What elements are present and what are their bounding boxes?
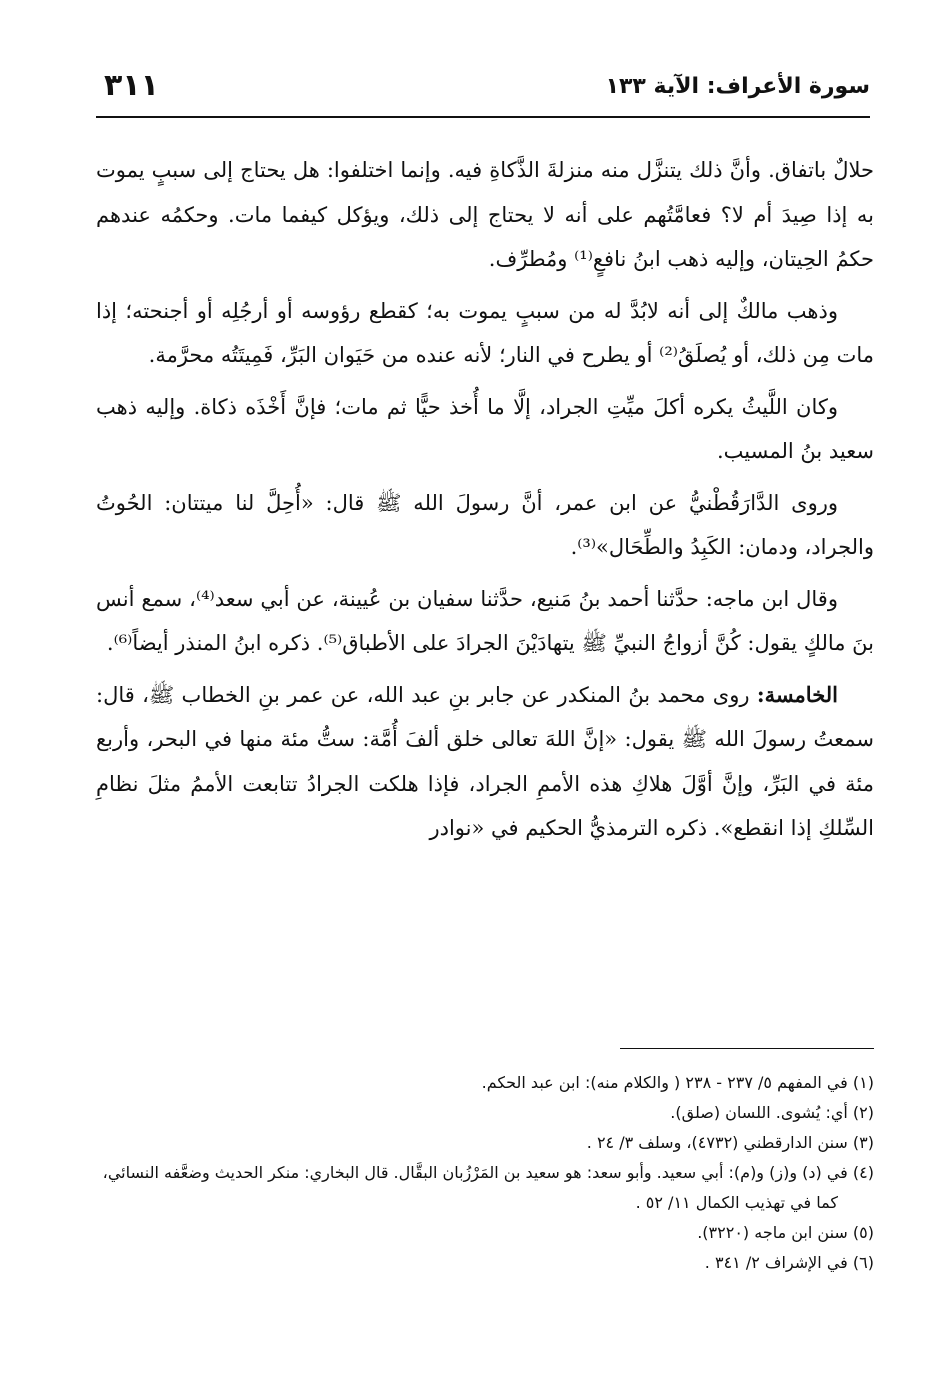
footnote: (٤) في (د) و(ز) و(م): أبي سعيد. وأبو سعد: هو سعيد بن المَرْزُبان البقَّال. قال البخاري: منكر الحديث وضعَّفه النسائي، كما في تهذيب الكمال ١١/ ٥٢ . xyxy=(102,1163,874,1212)
section-keyword: الخامسة: xyxy=(756,681,838,707)
page-number: ٣١١ xyxy=(104,68,159,103)
footnote: (٢) أي: يُشوى. اللسان (صلق). xyxy=(670,1103,874,1122)
paragraph: وذهب مالكٌ إلى أنه لابُدَّ له من سببٍ يموت به؛ كقطع رؤوسه أو أرجُلِه أو أجنحته؛ إذا مات مِن ذلك، أو يُصلَقُ⁽²⁾ أو يطرح في النار؛ لأنه عنده من حَيَوان البَرِّ، فَمِيتَتُه محرَّمة. xyxy=(96,298,874,367)
header-divider xyxy=(96,116,870,118)
paragraph-fifth xyxy=(96,673,874,851)
paragraph: وقال ابن ماجه: حدَّثنا أحمد بنُ مَنيع، حدَّثنا سفيان بن عُيينة، عن أبي سعد⁽⁴⁾، سمع أنس بنَ مالكٍ يقول: كُنَّ أزواجُ النبيِّ ﷺ يتهادَيْنَ الجرادَ على الأطباق⁽⁵⁾. ذكره ابنُ المنذر أيضاً⁽⁶⁾. xyxy=(96,586,874,655)
footnote: (٦) في الإشراف ٢/ ٣٤١ . xyxy=(704,1253,874,1272)
footnote: (٣) سنن الدارقطني (٤٧٣٢)، وسلف ٣/ ٢٤ . xyxy=(586,1133,874,1152)
footnote: (١) في المفهم ٥/ ٢٣٧ - ٢٣٨ ( والكلام منه): ابن عبد الحكم. xyxy=(481,1073,874,1092)
footnote-divider xyxy=(620,1048,874,1049)
running-title: سورة الأعراف: الآية ١٣٣ xyxy=(605,74,870,99)
paragraph: حلالٌ باتفاق. وأنَّ ذلك يتنزَّل منه منزلةَ الذَّكاةِ فيه. وإنما اختلفوا: هل يحتاج إلى سببٍ يموت به إذا صِيدَ أم لا؟ فعامَّتُهم على أنه لا يحتاج إلى ذلك، ويؤكل كيفما مات. وحكمُه عندهم حكمُ الحِيتان، وإليه ذهب ابنُ نافعٍ⁽¹⁾ ومُطرِّف. xyxy=(96,158,874,271)
paragraph-text: روى محمد بنُ المنكدر عن جابر بنِ عبد الله، عن عمر بنِ الخطاب ﷺ، قال: سمعتُ رسولَ الله ﷺ يقول: «إنَّ اللهَ تعالى خلق ألفَ أُمَّة: ستُّ مئة منها في البحر، وأربع مئة في البَرِّ، وإنَّ أوَّلَ هلاكِ هذه الأممِ الجراد، فإذا هلكت الجرادُ تتابعت الأممُ مثلَ نظامِ السِّلكِ إذا انقطع». ذكره الترمذيُّ الحكيم في «نوادر xyxy=(96,682,874,840)
footnotes xyxy=(96,1068,874,1278)
footnote: (٥) سنن ابن ماجه (٣٢٢٠). xyxy=(697,1223,874,1242)
paragraph: وكان اللَّيثُ يكره أكلَ ميِّتِ الجراد، إلَّا ما أُخذ حيًّا ثم مات؛ فإنَّ أَخْذَه ذكاة. وإليه ذهب سعيد بنُ المسيب. xyxy=(96,394,874,463)
paragraph: وروى الدَّارَقُطْنيُّ عن ابن عمر، أنَّ رسولَ الله ﷺ قال: «أُحِلَّ لنا ميتتان: الحُوتُ والجراد، ودمان: الكَبِدُ والطِّحَال»⁽³⁾. xyxy=(96,490,874,559)
main-text xyxy=(96,148,874,858)
page-header xyxy=(96,68,870,116)
